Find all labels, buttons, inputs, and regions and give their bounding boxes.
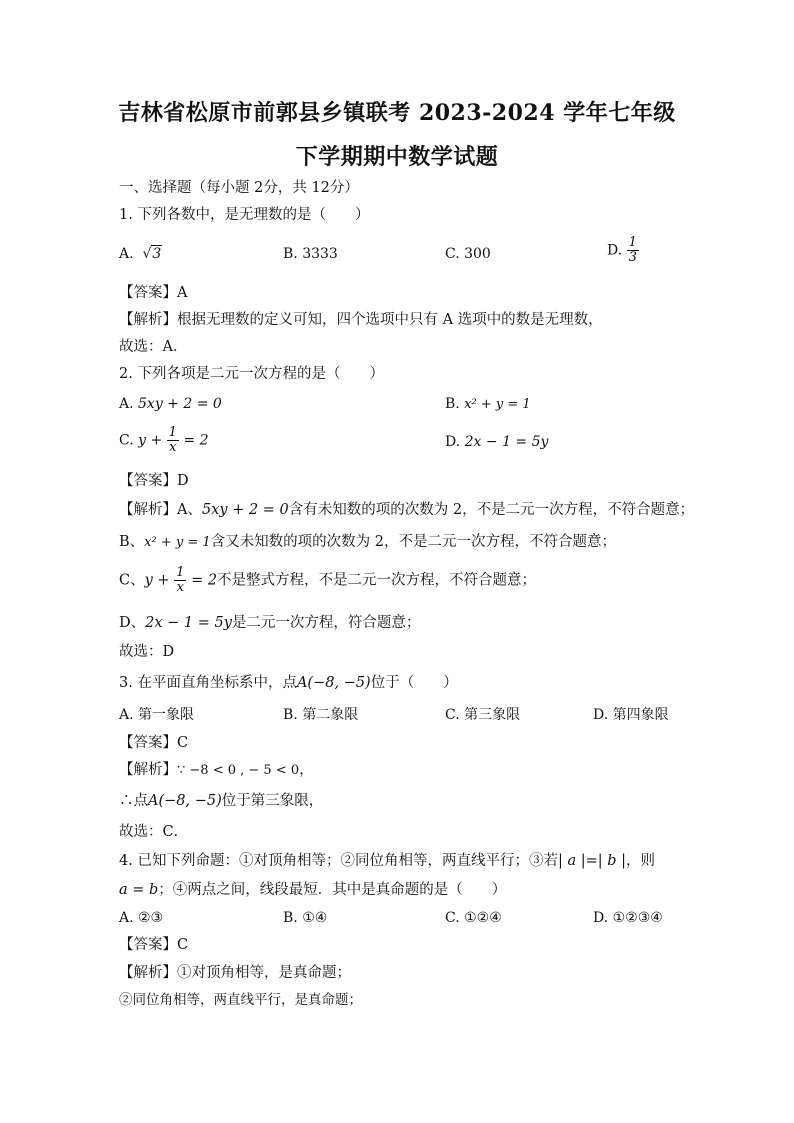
- q2-analysis-fraction: $\frac{1}{x}$: [176, 565, 185, 595]
- q2-analysis-d: D、2x − 1 = 5y是二元一次方程，符合题意；: [119, 615, 421, 631]
- q2-stem: 2. 下列各项是二元一次方程的是（ ）: [119, 366, 384, 382]
- q2-analysis-a: 【解析】A、5xy + 2 = 0含有未知数的项的次数为 2，不是二元一次方程，不符合题意；: [119, 502, 695, 518]
- q3-answer: 【答案】C: [119, 735, 189, 751]
- q3-option-a: A. 第一象限: [119, 707, 195, 723]
- q1-option-d: D. $\frac{1}{3}$: [607, 235, 637, 265]
- q1-option-c: C. 300: [445, 246, 491, 262]
- q3-option-d: D. 第四象限: [593, 707, 669, 723]
- q2-c-fraction: $\frac{1}{x}$: [168, 425, 177, 455]
- section-heading: 一、选择题（每小题 2分，共 12分）: [119, 180, 359, 196]
- q1-option-b: B. 3333: [283, 246, 338, 262]
- q1-stem: 1. 下列各数中，是无理数的是（ ）: [119, 207, 370, 223]
- q1-answer: 【答案】A: [119, 285, 188, 301]
- exam-title-line2: 下学期期中数学试题: [295, 144, 499, 170]
- q4-analysis-1: 【解析】①对顶角相等，是真命题；: [119, 965, 351, 981]
- q4-analysis-2: ②同位角相等，两直线平行，是真命题；: [119, 992, 362, 1008]
- q1-fraction: $\frac{1}{3}$: [628, 235, 637, 265]
- q3-option-c: C. 第三象限: [445, 707, 521, 723]
- exam-title-line1: 吉林省松原市前郭县乡镇联考 2023-2024 学年七年级: [118, 100, 676, 126]
- q3-stem: 3. 在平面直角坐标系中，点A(−8, −5)位于（ ）: [119, 675, 458, 691]
- q2-option-d: D. 2x − 1 = 5y: [445, 434, 549, 450]
- q4-stem-line2: a = b；④两点之间，线段最短．其中是真命题的是（ ）: [119, 882, 507, 898]
- q3-analysis-1: 【解析】∵ −8 < 0 , − 5 < 0，: [119, 762, 314, 778]
- q4-option-c: C. ①②④: [445, 910, 502, 926]
- q4-option-a: A. ②③: [119, 910, 164, 926]
- q4-option-d: D. ①②③④: [593, 910, 663, 926]
- q2-analysis-b: B、x² + y = 1含又未知数的项的次数为 2，不是二元一次方程，不符合题意；: [119, 534, 616, 550]
- q2-choose: 故选：D: [119, 644, 175, 660]
- q1-option-a: A. √3: [119, 246, 162, 262]
- q2-analysis-c: C、y + $\frac{1}{x}$ = 2不是整式方程，不是二元一次方程，不符合题意；: [119, 565, 537, 595]
- q2-answer: 【答案】D: [119, 473, 189, 489]
- q4-stem-line1: 4. 已知下列命题：①对顶角相等；②同位角相等，两直线平行；③若| a |=| b |，则: [119, 853, 656, 869]
- q2-option-a: A. 5xy + 2 = 0: [119, 396, 222, 412]
- q1-choose: 故选：A．: [119, 339, 188, 355]
- q3-choose: 故选：C．: [119, 824, 189, 840]
- q3-option-b: B. 第二象限: [283, 707, 359, 723]
- q2-option-c: C. y + $\frac{1}{x}$ = 2: [119, 425, 209, 455]
- q2-option-b: B. x² + y = 1: [445, 396, 531, 412]
- q4-answer: 【答案】C: [119, 937, 189, 953]
- q4-option-b: B. ①④: [283, 910, 328, 926]
- q1-sqrt: √3: [138, 246, 162, 262]
- q1-analysis: 【解析】根据无理数的定义可知，四个选项中只有 A 选项中的数是无理数，: [119, 312, 603, 328]
- q3-analysis-2: ∴点A(−8, −5)位于第三象限，: [119, 793, 324, 809]
